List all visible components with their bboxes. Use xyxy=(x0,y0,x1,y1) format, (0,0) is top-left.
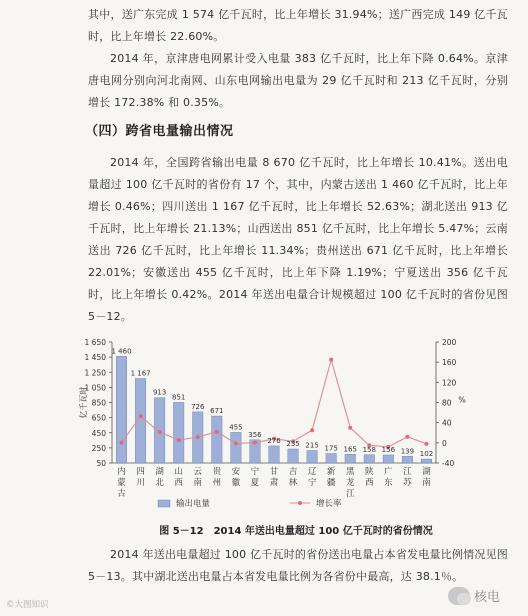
growth-rate-point xyxy=(158,430,162,434)
category-label: 湖南 xyxy=(422,467,431,488)
y-tick-label: 850 xyxy=(91,398,106,408)
category-label: 广东 xyxy=(384,467,393,488)
bar-value-label: 158 xyxy=(362,445,376,454)
category-label: 江苏 xyxy=(403,467,412,488)
y-tick-label: 650 xyxy=(91,413,106,423)
category-label: 辽宁 xyxy=(307,467,317,488)
category-label: 新疆 xyxy=(326,467,336,488)
watermark-right xyxy=(448,586,500,605)
y2-axis-title: % xyxy=(458,395,466,405)
legend-bar-label: 输出电量 xyxy=(176,499,211,509)
growth-rate-point xyxy=(348,426,352,430)
paragraph-proportion: 2014 年送出电量超过 100 亿千瓦时的省份送出电量占本省发电量比例情况见图 5－13。其中湖北送出电量占本省发电量比例为各省份中最高，达 38.1％。 xyxy=(88,548,508,583)
category-label: 云南 xyxy=(193,467,203,488)
bar xyxy=(288,449,298,463)
category-label: 四川 xyxy=(136,467,145,488)
y2-tick-label: 200 xyxy=(442,338,457,347)
category-label: 甘肃 xyxy=(269,467,279,488)
y2-tick-label: 80 xyxy=(442,398,452,408)
paragraph-guangdong-guangxi: 其中，送广东完成 1 574 亿千瓦时，比上年增长 31.94%；送广西完成 149 亿千瓦时，比上年增长 22.60%。 xyxy=(88,8,508,43)
y-tick-label: 1 650 xyxy=(84,338,106,347)
category-label: 内蒙古 xyxy=(117,467,126,499)
bar-value-label: 851 xyxy=(172,393,186,402)
wechat-icon xyxy=(448,587,470,605)
bar-value-label: 156 xyxy=(381,445,396,454)
bar xyxy=(402,456,412,463)
bar-value-label: 913 xyxy=(152,388,167,397)
bar-value-label: 726 xyxy=(191,402,205,411)
category-label: 宁夏 xyxy=(250,467,260,488)
growth-rate-point xyxy=(139,414,143,418)
y-axis-title: 亿千瓦时 xyxy=(79,386,88,419)
y2-tick-label: 120 xyxy=(442,378,457,388)
bar-value-label: 165 xyxy=(343,445,357,454)
bar-value-label: 1 460 xyxy=(111,347,132,356)
y2-tick-label: 40 xyxy=(442,418,452,428)
watermark-right-text: 核电 xyxy=(474,590,501,605)
growth-rate-point xyxy=(405,435,409,439)
bar xyxy=(269,446,279,463)
growth-rate-point xyxy=(329,358,333,362)
y-tick-label: 50 xyxy=(96,459,106,468)
bar-value-label: 455 xyxy=(229,423,243,432)
bar xyxy=(116,356,126,463)
bar xyxy=(421,459,431,463)
paragraph-cross-province-output: 2014 年，全国跨省输出电量 8 670 亿千瓦时，比上年增长 10.41%。送出电量超过 100 亿千瓦时的省份有 17 个，其中，内蒙古送出 1 460 亿千瓦时，比上年增长 0.46%；四川送出 1 167 亿千瓦时，比上年增长 52.63%；湖北送出 913 亿千瓦时，比上年增长 21.13%；山西送出 851 亿千瓦时，比上年增长 5.47%；云南送出 726 亿千瓦时，比上年增长 11.34%；贵州送出 671 亿千瓦时，比上年增长 22.01%；安徽送出 455 亿千瓦时，比上年下降 1.19%；宁夏送出 356 亿千瓦时，比上年增长 0.42%。2014 年送出电量合计规模超过 100 亿千瓦时的省份见图 5－12。 xyxy=(88,156,508,323)
growth-rate-point xyxy=(310,428,314,432)
category-label: 山西 xyxy=(174,467,183,488)
growth-rate-point xyxy=(234,441,238,445)
category-label: 安徽 xyxy=(231,467,241,488)
bar-value-label: 139 xyxy=(400,447,415,456)
y-tick-label: 1 250 xyxy=(84,368,106,378)
watermark-left: ©大图知识 xyxy=(6,600,49,610)
bar-value-label: 102 xyxy=(419,450,434,459)
y-tick-label: 1 450 xyxy=(84,353,106,363)
bar xyxy=(326,454,336,463)
category-label: 吉林 xyxy=(288,467,298,488)
y2-tick-label: 0 xyxy=(442,438,447,448)
y-tick-label: 450 xyxy=(91,428,106,438)
bar xyxy=(345,454,355,463)
growth-rate-line xyxy=(122,360,427,447)
bar xyxy=(231,432,241,463)
growth-rate-point xyxy=(253,441,257,445)
y-tick-label: 1 050 xyxy=(84,383,106,393)
growth-rate-point xyxy=(196,435,200,439)
bar-value-label: 235 xyxy=(286,440,300,449)
bar xyxy=(364,455,374,463)
output-chart xyxy=(0,322,528,518)
bar-value-label: 1 167 xyxy=(130,369,151,378)
category-label: 贵州 xyxy=(212,467,222,488)
category-label: 陕西 xyxy=(365,467,374,488)
bar xyxy=(212,416,222,463)
legend-bar-swatch xyxy=(158,500,170,507)
legend-line-label: 增长率 xyxy=(316,499,342,509)
paragraph-jingjintang: 2014 年，京津唐电网累计受入电量 383 亿千瓦时，比上年下降 0.64%。京津唐电网分别向河北南网、山东电网输出电量为 29 亿千瓦时和 213 亿千瓦时，分别增长 172.38% 和 0.35%。 xyxy=(88,52,508,109)
bar xyxy=(383,455,393,463)
bar-value-label: 215 xyxy=(305,441,319,450)
growth-rate-point xyxy=(120,441,124,445)
bar xyxy=(307,451,317,463)
category-label: 黑龙江 xyxy=(345,467,355,499)
growth-rate-point xyxy=(215,430,219,434)
bar-value-label: 671 xyxy=(210,407,224,416)
section-heading: （四）跨省电量输出情况 xyxy=(85,124,234,139)
y2-tick-label: 160 xyxy=(442,358,457,368)
bar-value-label: 356 xyxy=(248,430,262,439)
bar-value-label: 175 xyxy=(324,444,338,453)
y-tick-label: 250 xyxy=(91,443,106,453)
bar-value-label: 276 xyxy=(267,436,281,445)
figure-caption: 图 5－12 2014 年送出电量超过 100 亿千瓦时的省份情况 xyxy=(159,526,433,537)
growth-rate-point xyxy=(424,442,428,446)
legend-line-marker xyxy=(298,501,302,505)
y2-tick-label: -40 xyxy=(442,459,455,468)
bar xyxy=(173,402,183,463)
category-label: 湖北 xyxy=(155,467,164,488)
growth-rate-point xyxy=(177,438,181,442)
